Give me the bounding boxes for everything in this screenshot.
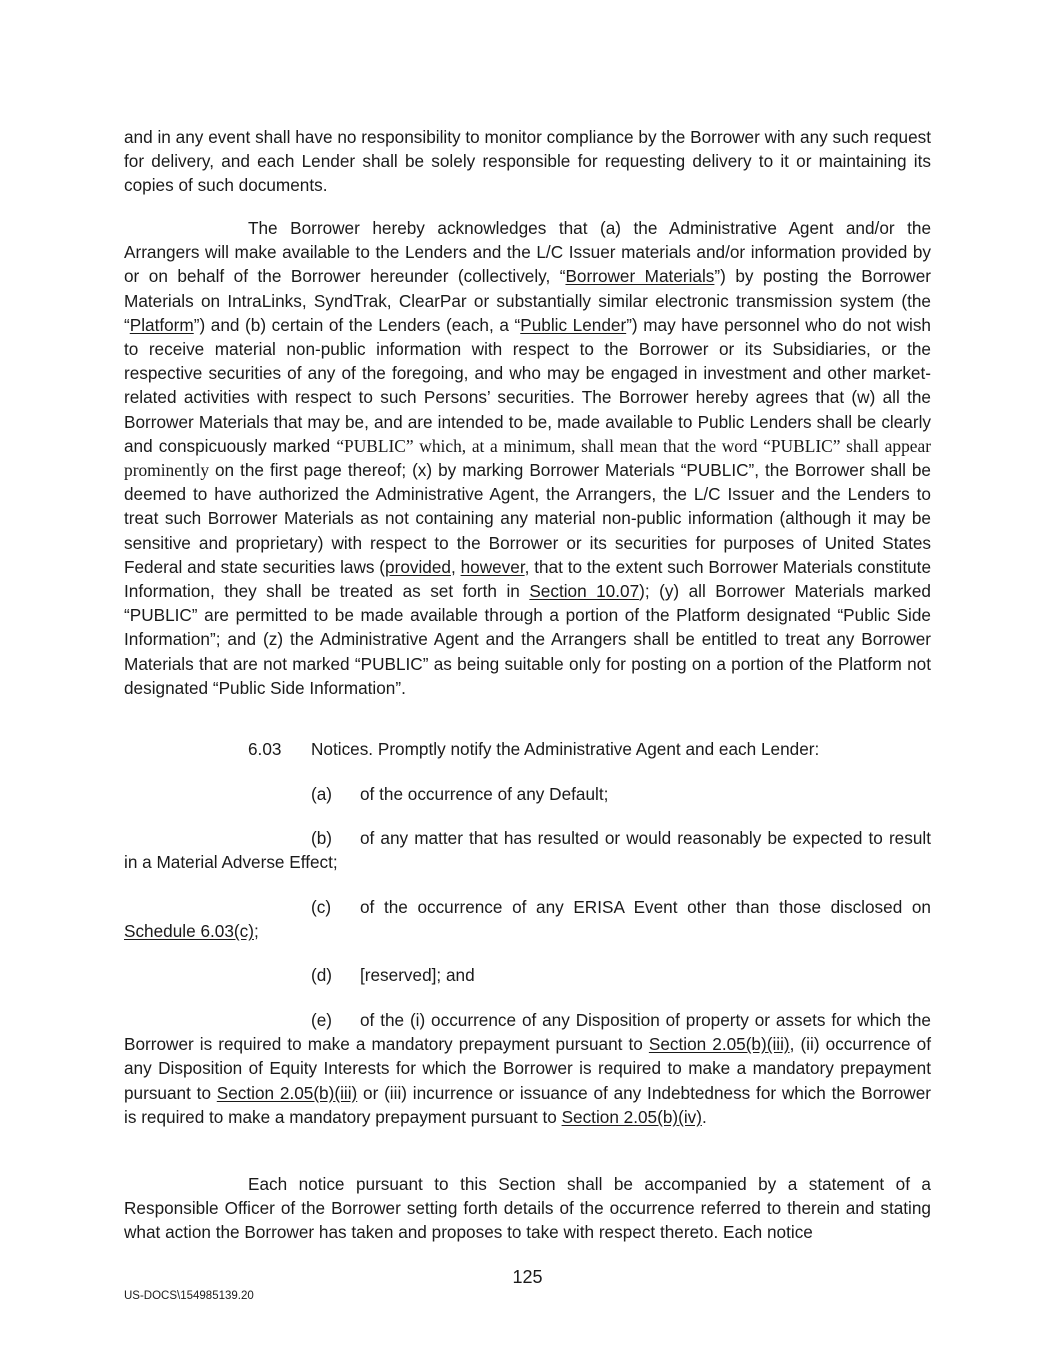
schedule-reference: Schedule 6.03(c) [124,921,254,942]
section-heading [248,737,819,761]
list-item-b: (b) of any matter that has resulted or would reasonably be expected to result in a Material Adverse Effect; [124,828,931,873]
section-title: Notices. Promptly notify the Administrative Agent and each Lender: [311,739,820,759]
page-number: 125 [512,1267,543,1287]
paragraph-each-notice: Each notice pursuant to this Section shall be accompanied by a statement of a Responsible Officer of the Borrower setting forth details of the occurrence referred to therein and stating what action the Borrower has taken and proposes to take with respect thereto. Each notice [124,1174,931,1243]
serif-text-run: “PUBLIC” which, at a minimum, shall mean that the word “PUBLIC” shall appear prominently [124,435,931,481]
item-label: (a) [311,784,333,804]
item-label: (b) [311,828,333,848]
list-item-d: (d) [reserved]; and [311,963,475,987]
document-id: US-DOCS\154985139.20 [124,1290,254,1302]
section-reference: Section 2.05(b)(iii) [648,1034,790,1055]
paragraph-borrower-materials: The Borrower hereby acknowledges that (a) the Administrative Agent and/or the Arrangers will make available to the Lenders and the L/C Issuer materials and/or information provided by or on behalf of the Borrower hereunder (collectively, “Borrower Materials”) by posting the Borrower Materials on IntraLinks, SyndTrak, ClearPar or substantially similar electronic transmission system (the “Platform”) and (b) certain of the Lenders (each, a “Public Lender”) may have personnel who do not wish to receive material non-public information with respect to the Borrower or its Subsidiaries, or the respective securities of any of the foregoing, and who may be engaged in investment and other market-related activities with respect to such Persons’ securities. The Borrower hereby agrees that (w) all the Borrower Materials that may be, and are intended to be, made available to Public Lenders shall be clearly and conspicuously marked “PUBLIC” which, at a minimum, shall mean that the word “PUBLIC” shall appear prominently on the first page thereof; (x) by marking Borrower Materials “PUBLIC”, the Borrower shall be deemed to have authorized the Administrative Agent, the Arrangers, the L/C Issuer and the Lenders to treat such Borrower Materials as not containing any material non-public information (although it may be sensitive and proprietary) with respect to the Borrower or its securities for purposes of United States Federal and state securities laws (provided, however, that to the extent such Borrower Materials constitute Information, they shall be treated as set forth in Section 10.07); (y) all Borrower Materials marked “PUBLIC” are permitted to be made available through a portion of the Platform designated “Public Side Information”; and (z) the Administrative Agent and the Arrangers shall be entitled to treat any Borrower Materials that are not marked “PUBLIC” as being suitable only for posting on a portion of the Platform not designated “Public Side Information”. [124,218,931,698]
section-reference: Section 2.05(b)(iii) [216,1082,358,1103]
item-label: (e) [311,1010,333,1030]
term-provided: provided [385,556,451,577]
list-item-e: (e) of the (i) occurrence of any Disposition of property or assets for which the Borrower is required to make a mandatory prepayment pursuant to Section 2.05(b)(iii), (ii) occurrence of any Disposition of Equity Interests for which the Borrower is required to make a mandatory prepayment pursuant to Section 2.05(b)(iii) or (iii) incurrence or issuance of any Indebtedness for which the Borrower is required to make a mandatory prepayment pursuant to Section 2.05(b)(iv). [124,1010,932,1127]
defined-term-public-lender: Public Lender [520,314,627,335]
paragraph-continuation: and in any event shall have no responsibility to monitor compliance by the Borrower with any such request for delivery, and each Lender shall be solely responsible for requesting delivery to it or maintaining its copies of such documents. [124,127,931,196]
section-number: 6.03 [248,739,282,759]
list-item-a: (a) of the occurrence of any Default; [311,782,608,806]
term-however: however [460,556,525,577]
item-label: (d) [311,965,333,985]
section-reference: Section 10.07 [529,581,640,602]
defined-term-borrower-materials: Borrower Materials [565,266,715,287]
defined-term-platform: Platform [129,314,194,335]
item-label: (c) [311,897,332,917]
section-reference: Section 2.05(b)(iv) [561,1106,702,1127]
list-item-c: (c) of the occurrence of any ERISA Event other than those disclosed on Schedule 6.03(c); [124,897,931,942]
